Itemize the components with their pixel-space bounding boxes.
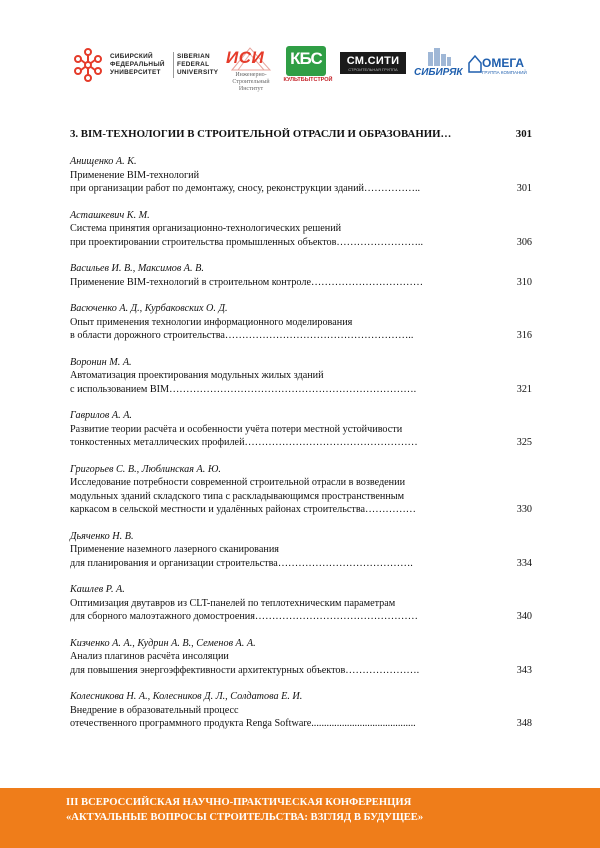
entry-authors: Васильев И. В., Максимов А. В. xyxy=(70,263,204,274)
entry-authors: Дьяченко Н. В. xyxy=(70,530,134,542)
toc-entry[interactable] xyxy=(70,530,532,571)
footer-line-1: III ВСЕРОССИЙСКАЯ НАУЧНО-ПРАКТИЧЕСКАЯ КОНФЕРЕНЦИЯ xyxy=(66,797,412,808)
entry-title-line: Система принятия организационно-технологических решений xyxy=(70,223,342,234)
toc-entry[interactable] xyxy=(70,302,532,343)
omega-house-icon xyxy=(468,53,482,73)
entry-title-line: при проектировании строительства промышленных объектов…………………….. xyxy=(70,236,424,248)
toc-entry[interactable] xyxy=(70,262,532,289)
sibiryak-logo xyxy=(414,46,462,84)
conference-footer xyxy=(0,788,600,848)
entry-page: 334 xyxy=(516,557,532,569)
entry-authors: Григорьев С. В., Люблинская А. Ю. xyxy=(70,463,221,475)
omega-logo xyxy=(468,50,536,76)
entry-authors: Асташкевич К. М. xyxy=(70,209,150,221)
isi-logo xyxy=(224,38,278,110)
sfu-name-en: SIBERIAN FEDERAL UNIVERSITY xyxy=(177,53,219,76)
toc-entry[interactable] xyxy=(70,463,532,517)
section-title: 3. BIM-ТЕХНОЛОГИИ В СТРОИТЕЛЬНОЙ ОТРАСЛИ И ОБРАЗОВАНИИ… xyxy=(70,128,452,140)
isi-brand: ИСИ xyxy=(226,48,265,67)
entry-title-line: Развитие теории расчёта и особенности учёта потери местной устойчивости xyxy=(70,423,403,435)
entry-page: 343 xyxy=(516,664,532,676)
entry-title-line: Применение наземного лазерного сканирования xyxy=(70,544,279,555)
toc-entry[interactable] xyxy=(70,155,532,196)
toc-entry[interactable] xyxy=(70,637,532,678)
section-page: 301 xyxy=(515,128,532,140)
entry-authors: Гаврилов А. А. xyxy=(70,410,132,421)
entry-title-line: для повышения энергоэффективности архитектурных объектов…………………. xyxy=(70,664,420,676)
entry-authors: Васюченко А. Д., Курбаковских О. Д. xyxy=(70,303,228,314)
entry-page: 321 xyxy=(516,383,532,395)
toc-entry[interactable] xyxy=(70,409,532,450)
entry-title-line: каркасом в сельской местности и удалённых районах строительства…………… xyxy=(70,504,416,515)
entry-title-line: Внедрение в образовательный процесс xyxy=(70,704,239,716)
smcity-caption: СТРОИТЕЛЬНАЯ ГРУППА xyxy=(348,67,398,72)
entry-title-line: Оптимизация двутавров из CLT-панелей по теплотехническим параметрам xyxy=(70,597,396,609)
smcity-name: СМ.СИТИ xyxy=(346,55,400,67)
entry-title-line: Применение BIM-технологий xyxy=(70,169,200,181)
entry-title-line: Исследование потребности современной строительной отрасли в возведении xyxy=(70,477,406,488)
section-heading xyxy=(70,124,532,146)
entry-authors: Колесникова Н. А., Колесников Д. Л., Солдатова Е. И. xyxy=(70,691,303,702)
entry-title-line: с использованием BIM………………………………………………………………. xyxy=(70,383,417,395)
entry-title-line: для сборного малоэтажного домостроения………………………………………… xyxy=(70,611,418,622)
entry-page: 306 xyxy=(516,236,532,248)
toc-entry[interactable] xyxy=(70,209,532,250)
sfu-logo xyxy=(70,46,220,86)
omega-name: ОМЕГА xyxy=(482,56,525,70)
entry-title-line: отечественного программного продукта Renga Software......................................... xyxy=(70,718,416,729)
sfu-divider xyxy=(173,52,174,78)
entry-title-line: Анализ плагинов расчёта инсоляции xyxy=(70,651,229,662)
entry-title-line: Опыт применения технологии информационного моделирования xyxy=(70,316,353,328)
entry-authors: Кизченко А. А., Кудрин А. В., Семенов А. А. xyxy=(70,637,256,649)
entry-page: 310 xyxy=(516,276,532,288)
toc-entry[interactable] xyxy=(70,583,532,624)
toc-entry[interactable] xyxy=(70,690,532,731)
kbs-caption: КУЛЬТБЫТСТРОЙ xyxy=(283,77,333,83)
sibiryak-building-icon xyxy=(414,46,462,68)
entry-title-line: в области дорожного строительства……………………………………………….. xyxy=(70,330,414,341)
entry-authors: Кашлев Р. А. xyxy=(70,584,125,595)
smcity-logo xyxy=(340,52,406,74)
entry-page: 316 xyxy=(516,330,532,341)
entry-page: 330 xyxy=(516,504,532,515)
kbs-mark: КБС xyxy=(290,49,322,68)
entry-title-line: для планирования и организации строительства…………………………………. xyxy=(70,557,413,569)
omega-caption: ГРУППА КОМПАНИЙ xyxy=(482,70,527,75)
sponsor-logos xyxy=(70,38,540,108)
sibiryak-name: СИБИРЯК xyxy=(414,67,463,78)
entry-page: 340 xyxy=(516,611,532,622)
entry-title-line: Применение BIM-технологий в строительном контроле…………………………… xyxy=(70,276,424,288)
toc-entry[interactable] xyxy=(70,356,532,397)
entry-title-line: модульных зданий складского типа с раскладывающимся пространственным xyxy=(70,490,405,502)
entry-page: 325 xyxy=(516,437,532,448)
entry-title-line: Автоматизация проектирования модульных жилых зданий xyxy=(70,370,324,381)
entry-authors: Анищенко А. К. xyxy=(70,156,137,167)
entry-page: 301 xyxy=(516,183,532,194)
entry-title-line: тонкостенных металлических профилей…………………………………………… xyxy=(70,437,418,448)
kbs-logo xyxy=(282,46,334,86)
sfu-emblem-icon xyxy=(70,46,106,84)
footer-line-2: «АКТУАЛЬНЫЕ ВОПРОСЫ СТРОИТЕЛЬСТВА: ВЗГЛЯД В БУДУЩЕЕ» xyxy=(66,812,424,823)
isi-subtitle: Инженерно- Строительный Институт xyxy=(232,72,270,92)
entry-page: 348 xyxy=(516,718,532,729)
entry-authors: Воронин М. А. xyxy=(70,356,132,368)
table-of-contents xyxy=(70,124,532,731)
sfu-name-ru: СИБИРСКИЙ ФЕДЕРАЛЬНЫЙ УНИВЕРСИТЕТ xyxy=(110,53,165,76)
entry-title-line: при организации работ по демонтажу, сносу, реконструкции зданий…………….. xyxy=(70,183,421,194)
